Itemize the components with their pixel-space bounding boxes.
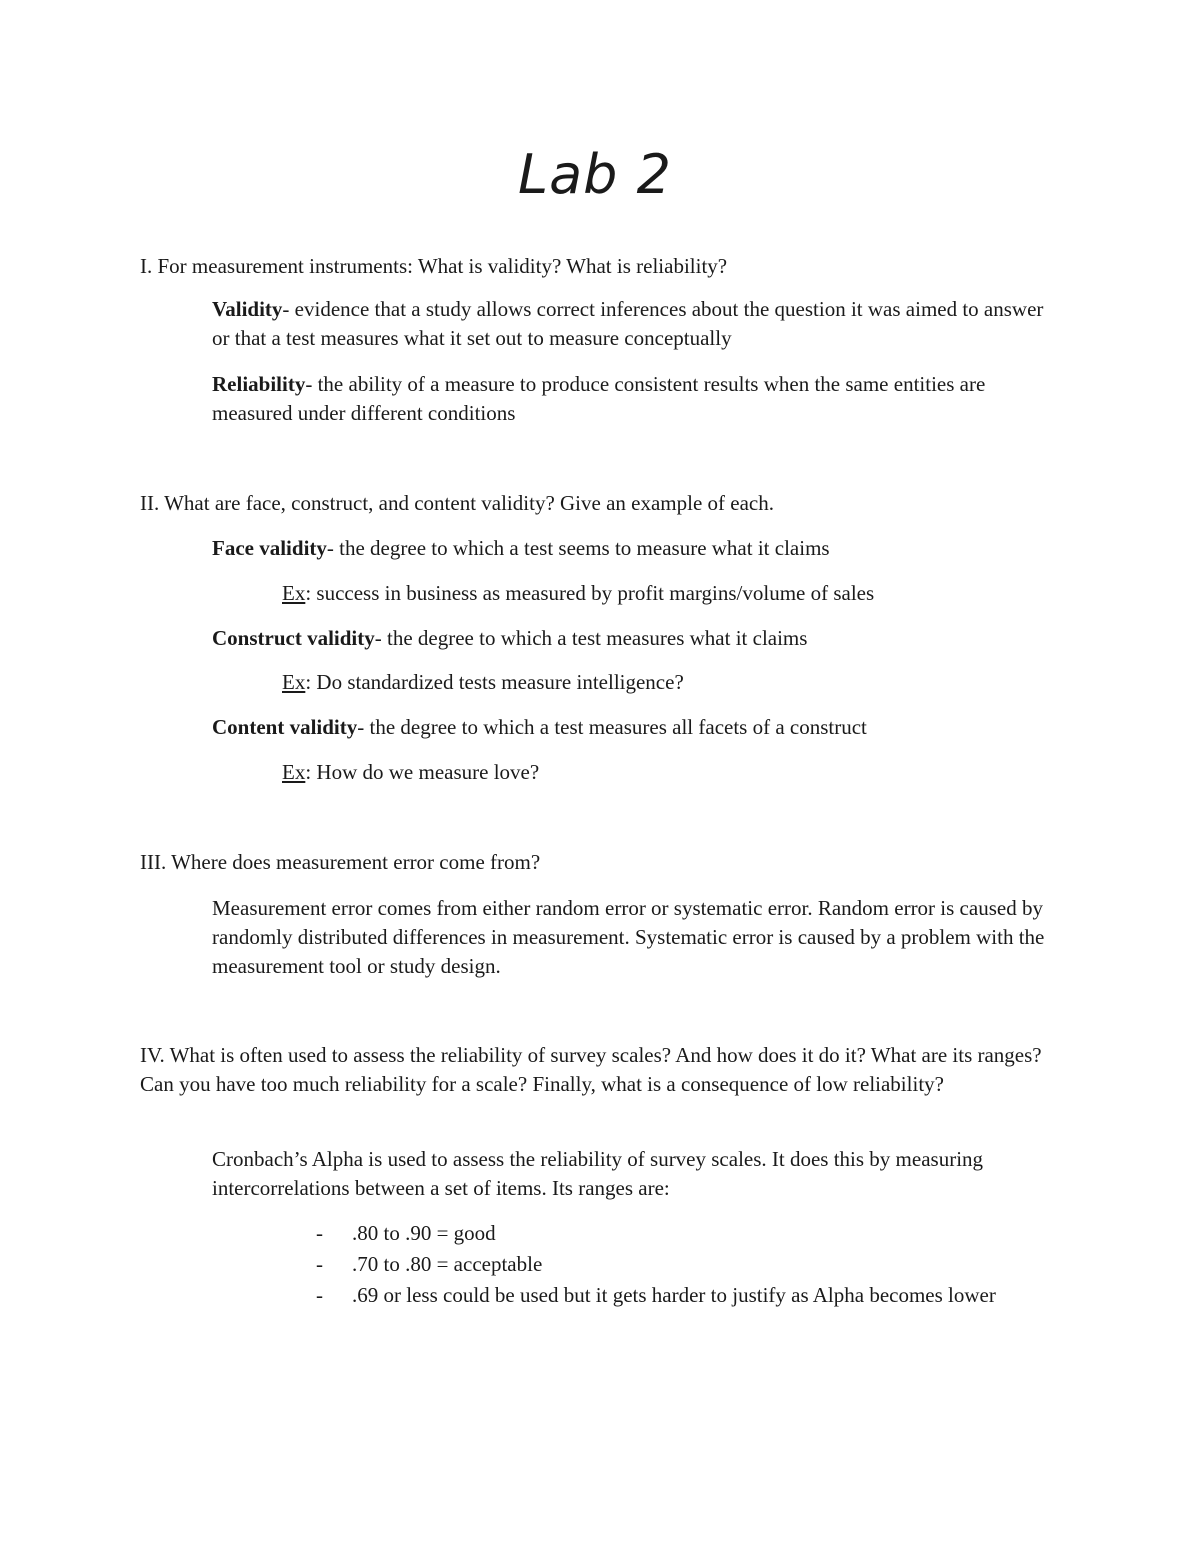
reliability-definition [212, 370, 1062, 428]
bullet-dash: - [316, 1252, 323, 1276]
list-item [316, 1250, 1056, 1279]
range-good: .80 to .90 = good [352, 1221, 496, 1245]
cronbach-alpha-answer: Cronbach’s Alpha is used to assess the reliability of survey scales. It does this by measuring intercorrelations between a set of items. Its ranges are: [212, 1147, 984, 1200]
content-validity-term: Content validity [212, 715, 358, 739]
construct-validity-example [282, 668, 1062, 697]
example-label: Ex [282, 581, 306, 605]
face-validity-definition [212, 534, 1062, 563]
content-validity-def-text: - the degree to which a test measures all facets of a construct [357, 715, 867, 739]
question-3: III. Where does measurement error come from? [140, 850, 541, 874]
validity-term: Validity [212, 297, 283, 321]
example-label: Ex [282, 760, 306, 784]
question-1: I. For measurement instruments: What is validity? What is reliability? [140, 254, 728, 278]
face-validity-def-text: - the degree to which a test seems to measure what it claims [326, 536, 830, 560]
measurement-error-answer: Measurement error comes from either random error or systematic error. Random error is caused by randomly distributed differences in measurement. Systematic error is caused by a problem with the measurement tool or study design. [212, 896, 1045, 978]
bullet-dash: - [316, 1221, 323, 1245]
reliability-term: Reliability [212, 372, 306, 396]
face-example-text: : success in business as measured by profit margins/volume of sales [305, 581, 875, 605]
content-example-text: : How do we measure love? [305, 760, 540, 784]
content-validity-example [282, 758, 1062, 787]
example-label: Ex [282, 670, 306, 694]
validity-definition [212, 295, 1062, 353]
alpha-ranges-list [316, 1219, 1056, 1312]
construct-validity-def-text: - the degree to which a test measures what it claims [374, 626, 808, 650]
face-validity-example [282, 579, 1062, 608]
list-item [316, 1281, 1056, 1310]
page-title: Lab 2 [518, 143, 672, 206]
construct-validity-definition [212, 624, 1062, 653]
question-2: II. What are face, construct, and content validity? Give an example of each. [140, 491, 774, 515]
validity-def-text: - evidence that a study allows correct inferences about the question it was aimed to answer or that a test measures what it set out to measure conceptually [212, 297, 1044, 350]
range-low: .69 or less could be used but it gets harder to justify as Alpha becomes lower [352, 1283, 996, 1307]
construct-example-text: : Do standardized tests measure intelligence? [305, 670, 684, 694]
content-validity-definition [212, 713, 1062, 742]
construct-validity-term: Construct validity [212, 626, 375, 650]
range-acceptable: .70 to .80 = acceptable [352, 1252, 543, 1276]
list-item [316, 1219, 1056, 1248]
question-4: IV. What is often used to assess the reliability of survey scales? And how does it do it? What are its ranges? Can you have too much reliability for a scale? Finally, what is a consequence of low reliability? [140, 1043, 1042, 1096]
bullet-dash: - [316, 1283, 323, 1307]
face-validity-term: Face validity [212, 536, 327, 560]
reliability-def-text: - the ability of a measure to produce consistent results when the same entities are measured under different conditions [212, 372, 986, 425]
